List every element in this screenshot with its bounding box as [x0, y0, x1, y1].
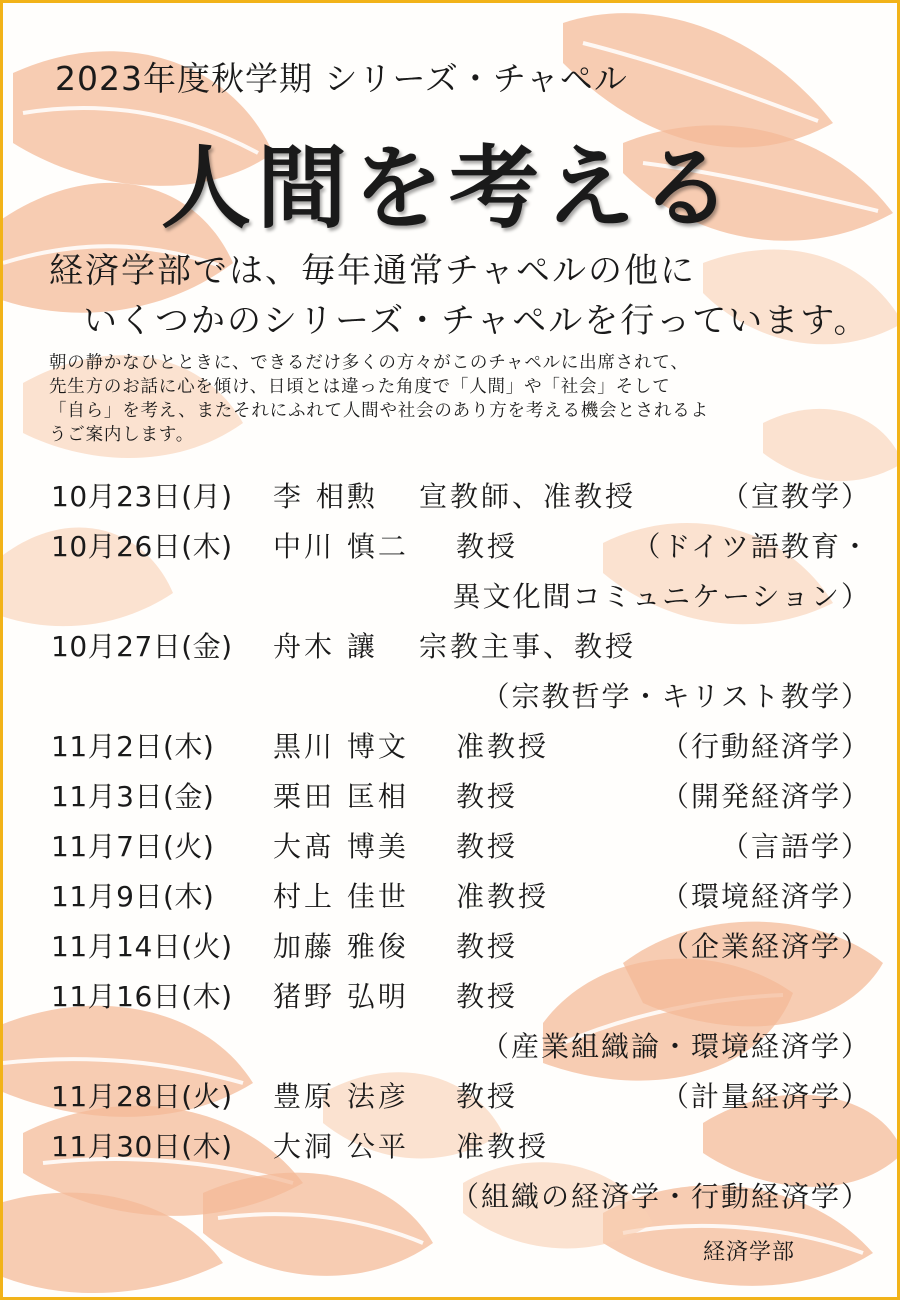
- schedule-row-continuation: [51, 1021, 871, 1071]
- schedule-date: 11月16日(木): [51, 980, 233, 1013]
- schedule-date: 11月28日(火): [51, 1080, 233, 1113]
- schedule-date: 10月27日(金): [51, 630, 233, 663]
- schedule-date: 11月7日(火): [51, 830, 215, 863]
- speaker-field-continued: 異文化間コミュニケーション）: [452, 580, 871, 613]
- department-signature: 経済学部: [703, 1240, 796, 1265]
- schedule-row-continuation: [51, 1171, 871, 1221]
- speaker-name: 栗田 匡相: [273, 780, 409, 813]
- schedule-date: 11月3日(金): [51, 780, 215, 813]
- speaker-field: （産業組織論・環境経済学）: [480, 1030, 871, 1063]
- main-title: 人間を考える: [161, 135, 737, 241]
- speaker-name: 加藤 雅俊: [273, 930, 409, 963]
- speaker-title: 准教授: [456, 730, 550, 763]
- description-line-3: 「自ら」を考え、またそれにふれて人間や社会のあり方を考える機会とされるよ: [49, 401, 709, 421]
- speaker-field: （環境経済学）: [660, 880, 871, 913]
- speaker-title: 教授: [456, 930, 519, 963]
- schedule-row: [51, 771, 871, 821]
- speaker-title: 教授: [456, 980, 519, 1013]
- schedule-date: 11月14日(火): [51, 930, 233, 963]
- schedule-row: [51, 471, 871, 521]
- speaker-name: 黒川 博文: [273, 730, 409, 763]
- speaker-title: 宗教主事、教授: [419, 630, 637, 663]
- schedule-date: 10月23日(月): [51, 480, 233, 513]
- schedule-date: 10月26日(木): [51, 530, 233, 563]
- schedule-row-continuation: [51, 671, 871, 721]
- intro-line-2: いくつかのシリーズ・チャペルを行っています。: [83, 301, 870, 341]
- schedule-row: [51, 1121, 871, 1171]
- schedule-date: 11月2日(木): [51, 730, 215, 763]
- description-line-4: うご案内します。: [49, 425, 194, 445]
- speaker-title: 教授: [456, 830, 519, 863]
- speaker-field: （組織の経済学・行動経済学）: [450, 1180, 871, 1213]
- speaker-title: 教授: [456, 1080, 519, 1113]
- speaker-name: 豊原 法彦: [273, 1080, 409, 1113]
- schedule-row: [51, 871, 871, 921]
- speaker-field: （宣教学）: [720, 480, 871, 513]
- speaker-title: 教授: [456, 780, 519, 813]
- speaker-title: 宣教師、准教授: [419, 480, 637, 513]
- speaker-name: 村上 佳世: [273, 880, 409, 913]
- series-title: 2023年度秋学期 シリーズ・チャペル: [55, 59, 628, 98]
- schedule-row: [51, 621, 871, 671]
- description-line-1: 朝の静かなひとときに、できるだけ多くの方々がこのチャペルに出席されて、: [49, 353, 689, 373]
- speaker-field: （計量経済学）: [660, 1080, 871, 1113]
- speaker-name: 大洞 公平: [273, 1130, 409, 1163]
- intro-line-1: 経済学部では、毎年通常チャペルの他に: [49, 251, 696, 291]
- schedule-row: [51, 821, 871, 871]
- schedule-row: [51, 921, 871, 971]
- schedule-row: [51, 1071, 871, 1121]
- speaker-field: （行動経済学）: [660, 730, 871, 763]
- schedule-row: [51, 721, 871, 771]
- schedule-date: 11月9日(木): [51, 880, 215, 913]
- speaker-name: 舟木 讓: [273, 630, 378, 663]
- description: [49, 351, 879, 447]
- speaker-name: 大髙 博美: [273, 830, 409, 863]
- intro-text: [49, 246, 870, 346]
- schedule-list: [51, 471, 871, 1221]
- schedule-row: [51, 971, 871, 1021]
- schedule-row-continuation: [51, 571, 871, 621]
- schedule-date: 11月30日(木): [51, 1130, 233, 1163]
- schedule-row: [51, 521, 871, 571]
- speaker-field: （企業経済学）: [660, 930, 871, 963]
- speaker-name: 中川 慎二: [273, 530, 409, 563]
- speaker-title: 准教授: [456, 1130, 550, 1163]
- speaker-title: 准教授: [456, 880, 550, 913]
- description-line-2: 先生方のお話に心を傾け、日頃とは違った角度で「人間」や「社会」そして: [49, 377, 671, 397]
- speaker-title: 教授: [456, 530, 519, 563]
- speaker-field: （開発経済学）: [660, 780, 871, 813]
- speaker-field: （宗教哲学・キリスト教学）: [481, 680, 871, 713]
- speaker-field: （ドイツ語教育・: [632, 530, 871, 563]
- speaker-name: 猪野 弘明: [273, 980, 409, 1013]
- speaker-name: 李 相勲: [273, 480, 378, 513]
- speaker-field: （言語学）: [720, 830, 871, 863]
